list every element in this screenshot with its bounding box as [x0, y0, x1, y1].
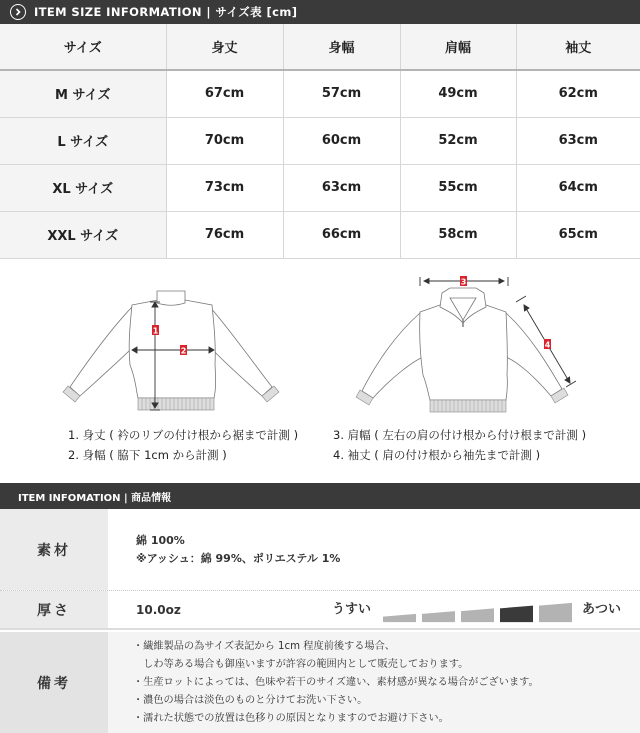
garment-back-diagram: [50, 270, 300, 420]
thickness-bars: [383, 601, 572, 623]
size-table-header-row: [0, 24, 640, 70]
column-header-shoulder: 肩幅: [400, 24, 516, 70]
column-header-size: サイズ: [0, 24, 166, 70]
remark-line: ・生産ロットによっては、色味や若干のサイズ違い、素材感が異なる場合がございます。: [133, 676, 539, 688]
table-row: [0, 164, 640, 211]
material-row: [0, 509, 640, 591]
size-table: [0, 24, 640, 259]
thickness-row: [0, 591, 640, 630]
scale-thick-label: あつい: [582, 602, 622, 617]
marker-3: 3: [460, 277, 467, 287]
size-info-title: ITEM SIZE INFORMATION | サイズ表 [cm]: [34, 5, 298, 19]
remark-line: ・濡れた状態での放置は色移りの原因となりますのでお避け下さい。: [133, 712, 449, 724]
table-row: [0, 117, 640, 164]
table-cell: 62cm: [516, 70, 640, 117]
marker-2: 2: [180, 346, 187, 356]
remark-line: ・繊維製品の為サイズ表記から 1cm 程度前後する場合、: [133, 640, 395, 652]
table-cell: 52cm: [400, 117, 516, 164]
chevron-right-circle-icon: [10, 4, 26, 20]
table-cell: 65cm: [516, 211, 640, 258]
remarks-row: [0, 632, 640, 733]
thickness-bar-2: [422, 601, 455, 623]
note-3: 3. 肩幅 ( 左右の肩の付け根から付け根まで計測 ): [333, 428, 587, 442]
thickness-bar-4-selected: [500, 601, 533, 623]
size-label: M サイズ: [0, 70, 166, 117]
table-cell: 67cm: [166, 70, 283, 117]
table-cell: 49cm: [400, 70, 516, 117]
thickness-value-cell: [108, 591, 640, 628]
table-cell: 58cm: [400, 211, 516, 258]
thickness-bar-1: [383, 601, 416, 623]
note-2: 2. 身幅 ( 脇下 1cm から計測 ): [68, 448, 227, 462]
measurement-notes-left: [68, 425, 298, 465]
table-cell: 73cm: [166, 164, 283, 211]
column-header-width: 身幅: [283, 24, 400, 70]
size-info-header: [0, 0, 640, 24]
remark-line: ・濃色の場合は淡色のものと分けてお洗い下さい。: [133, 694, 368, 706]
column-header-length: 身丈: [166, 24, 283, 70]
table-cell: 60cm: [283, 117, 400, 164]
garment-front-diagram: [340, 265, 600, 415]
table-row: [0, 70, 640, 117]
material-line: 綿 100%: [136, 533, 185, 547]
table-cell: 70cm: [166, 117, 283, 164]
thickness-value: 10.0oz: [136, 602, 181, 617]
remark-line: しわ等ある場合も御座いますが許容の範囲内として販売しております。: [133, 658, 469, 670]
measurement-notes-right: [333, 425, 586, 465]
remarks-label: 備考: [0, 632, 108, 733]
item-info-title: ITEM INFOMATION | 商品情報: [18, 492, 172, 504]
table-cell: 64cm: [516, 164, 640, 211]
material-label: 素材: [0, 509, 108, 590]
table-cell: 55cm: [400, 164, 516, 211]
table-cell: 63cm: [283, 164, 400, 211]
scale-thin-label: うすい: [332, 602, 372, 617]
material-line: ※アッシュ：綿 99%、ポリエステル 1%: [136, 551, 341, 565]
size-label: L サイズ: [0, 117, 166, 164]
table-cell: 63cm: [516, 117, 640, 164]
column-header-sleeve: 袖丈: [516, 24, 640, 70]
thickness-bar-5: [539, 601, 572, 623]
size-label: XL サイズ: [0, 164, 166, 211]
table-row: [0, 211, 640, 258]
table-cell: 66cm: [283, 211, 400, 258]
remarks-value: [108, 632, 640, 733]
thickness-scale: [332, 597, 621, 623]
note-4: 4. 袖丈 ( 肩の付け根から袖先まで計測 ): [333, 448, 541, 462]
item-info-header: [0, 483, 640, 509]
thickness-label: 厚さ: [0, 591, 108, 628]
table-cell: 57cm: [283, 70, 400, 117]
thickness-bar-3: [461, 601, 494, 623]
table-cell: 76cm: [166, 211, 283, 258]
marker-1: 1: [152, 326, 159, 336]
size-label: XXL サイズ: [0, 211, 166, 258]
material-value: [108, 509, 640, 590]
note-1: 1. 身丈 ( 衿のリブの付け根から裾まで計測 ): [68, 428, 299, 442]
marker-4: 4: [544, 340, 551, 350]
